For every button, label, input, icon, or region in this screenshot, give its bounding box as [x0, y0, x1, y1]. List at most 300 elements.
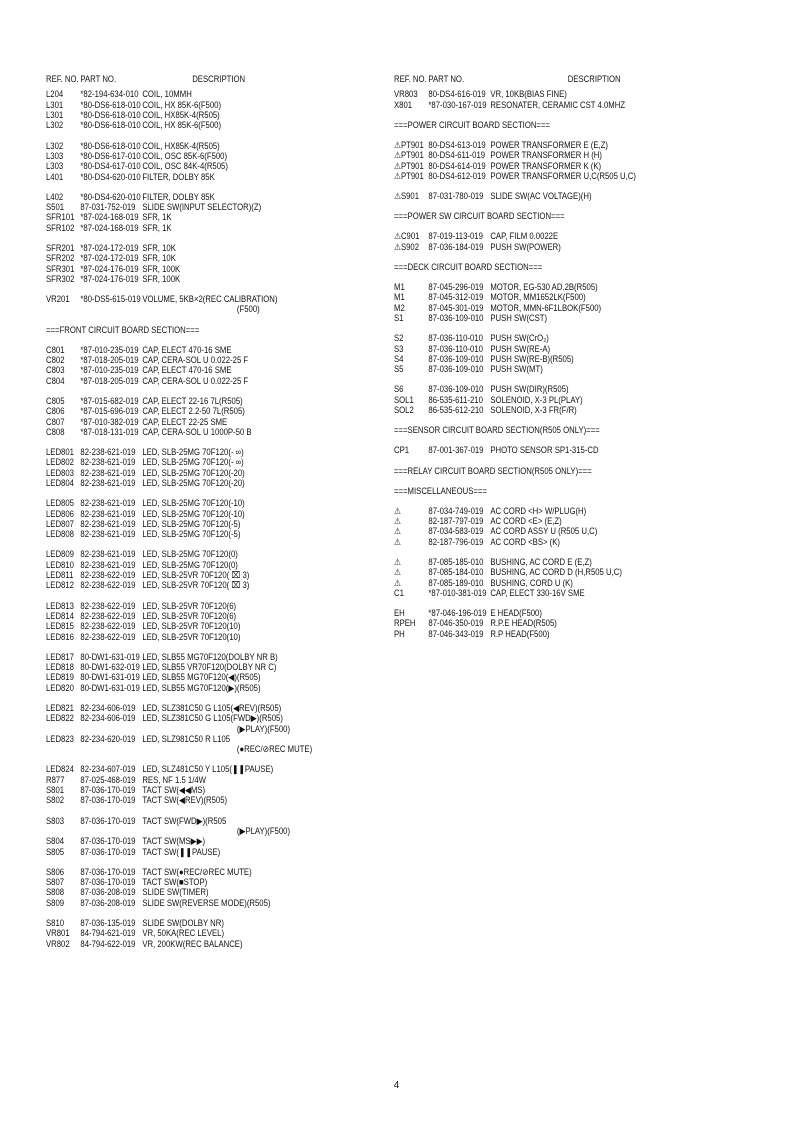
- part-no: 82-238-621-019: [80, 508, 136, 519]
- description: RES, NF 1.5 1/4W: [142, 774, 206, 785]
- ref-no: S810: [46, 917, 65, 928]
- part-no: *80-DS6-618-010: [80, 110, 141, 121]
- parts-row: [46, 304, 338, 314]
- ref-no: S809: [46, 897, 65, 908]
- parts-row: [46, 611, 338, 621]
- ref-no: ⚠: [394, 556, 401, 567]
- parts-row: [394, 405, 704, 415]
- description: SLIDE SW(TIMER): [142, 887, 209, 898]
- description: FILTER, DOLBY 85K: [142, 191, 215, 202]
- part-no: 87-034-583-019: [428, 526, 484, 537]
- ref-no: S806: [46, 866, 65, 877]
- part-no: *87-010-381-019: [428, 587, 487, 598]
- description: TACT SW(◀◀MS): [142, 785, 206, 796]
- description: SFR, 10K: [142, 242, 176, 253]
- parts-row: [46, 939, 338, 949]
- description: CAP, FILM 0.0022E: [490, 231, 559, 242]
- parts-row: [46, 549, 338, 559]
- part-no: *87-018-205-019: [80, 375, 139, 386]
- parts-row: [394, 354, 704, 364]
- description: (▶PLAY)(F500): [236, 723, 291, 734]
- part-no: 80-DS4-613-019: [428, 139, 486, 150]
- parts-list-left: [46, 89, 386, 949]
- description-header: DESCRIPTION: [192, 74, 246, 84]
- ref-no: SFR202: [46, 253, 75, 264]
- part-no: *80-DS6-618-010: [80, 120, 141, 131]
- ref-no: C803: [46, 365, 65, 376]
- parts-row: [394, 629, 704, 639]
- part-no: 87-036-208-019: [80, 887, 136, 898]
- column-header: [394, 74, 704, 84]
- part-no: 87-036-109-010: [428, 353, 484, 364]
- ref-no: LED810: [46, 559, 74, 570]
- part-no-header: PART NO.: [428, 74, 465, 84]
- parts-row: [46, 580, 338, 590]
- ref-no: S807: [46, 877, 65, 888]
- description: LED, SLB-25MG 70F120(-10): [142, 508, 245, 519]
- ref-no: S808: [46, 887, 65, 898]
- parts-row: [46, 652, 338, 662]
- description: VR, 200KW(REC BALANCE): [142, 938, 243, 949]
- ref-no: ⚠C901: [394, 231, 420, 242]
- description: CAP, CERA-SOL U 0.022-25 F: [142, 355, 249, 365]
- description: SFR, 100K: [142, 263, 181, 274]
- part-no: *87-024-172-019: [80, 242, 139, 253]
- description: CAP, CERA-SOL U 1000P-50 B: [142, 426, 252, 437]
- parts-row: [394, 618, 704, 628]
- ref-no: S6: [394, 384, 404, 395]
- part-no: 87-036-109-010: [428, 364, 484, 375]
- part-no: 87-045-301-019: [428, 302, 484, 313]
- ref-no: LED812: [46, 580, 74, 591]
- description: SOLENOID, X-3 PL(PLAY): [490, 394, 583, 405]
- ref-no: LED823: [46, 733, 74, 744]
- parts-row: [46, 867, 338, 877]
- description: LED, SLZ981C50 R L105: [142, 733, 231, 744]
- part-no: 82-187-797-019: [428, 516, 484, 527]
- description: TACT SW(●REC/⊘REC MUTE): [142, 866, 252, 877]
- ref-no: LED802: [46, 457, 74, 468]
- ref-no: ⚠: [394, 526, 401, 537]
- part-no: 82-234-620-019: [80, 733, 136, 744]
- parts-row: [46, 253, 338, 263]
- part-no: 87-036-109-010: [428, 384, 484, 395]
- part-no: 82-238-621-019: [80, 447, 136, 457]
- description: LED, SLB55 MG70F120(▶)(R505): [142, 682, 261, 693]
- description: LED, SLB-25MG 70F120(- ∞): [142, 457, 244, 468]
- description: MOTOR, EG-530 AD.2B(R505): [490, 282, 598, 293]
- parts-row: [46, 264, 338, 274]
- parts-row: [394, 161, 704, 171]
- part-no: 82-238-622-019: [80, 621, 136, 632]
- ref-no: ⚠: [394, 516, 401, 527]
- ref-no: L204: [46, 89, 64, 100]
- part-no: 86-535-612-210: [428, 405, 484, 416]
- description: SOLENOID, X-3 FR(F/R): [490, 405, 577, 416]
- section-heading: ===SENSOR CIRCUIT BOARD SECTION(R505 ONLY)===: [394, 425, 600, 436]
- description: (▶PLAY)(F500): [236, 825, 291, 836]
- part-no: 87-036-170-019: [80, 866, 136, 877]
- description: COIL, HX85K-4(R505): [142, 140, 220, 151]
- part-no: 82-238-622-019: [80, 570, 136, 581]
- part-no: *87-010-235-019: [80, 365, 139, 376]
- part-no: *80-DS6-618-010: [80, 140, 141, 151]
- description: BUSHING, AC CORD E (E,Z): [490, 556, 592, 567]
- ref-no: C805: [46, 395, 65, 406]
- parts-row: [394, 292, 704, 302]
- ref-no: LED815: [46, 621, 74, 632]
- part-no: *87-018-205-019: [80, 355, 139, 365]
- description: SFR, 1K: [142, 222, 172, 233]
- description: SFR, 1K: [142, 212, 172, 223]
- parts-row: [46, 151, 338, 161]
- parts-row: [46, 836, 338, 846]
- parts-row: [46, 601, 338, 611]
- parts-row: [46, 632, 338, 642]
- parts-row: [46, 396, 338, 406]
- ref-no: S5: [394, 364, 404, 375]
- ref-no: LED803: [46, 467, 74, 478]
- description: LED, SLB-25VR 70F120( ⌧ 3): [142, 570, 250, 581]
- ref-no: L303: [46, 150, 64, 161]
- description: BUSHING, AC CORD D (H,R505 U,C): [490, 567, 622, 578]
- description: TACT SW(FWD▶)(R505: [142, 815, 227, 826]
- parts-row: [46, 509, 338, 519]
- part-no: 87-045-312-019: [428, 292, 484, 303]
- parts-row: [394, 578, 704, 588]
- description: LED, SLB-25MG 70F120(0): [142, 559, 238, 570]
- part-no: 82-234-607-019: [80, 764, 136, 775]
- part-no: 87-036-109-010: [428, 313, 484, 324]
- part-no: 82-238-621-019: [80, 498, 136, 509]
- description: LED, SLZ381C50 G L105(FWD▶)(R505): [142, 713, 283, 724]
- ref-no: LED821: [46, 702, 74, 713]
- parts-row: [394, 537, 704, 547]
- part-no: *87-024-168-019: [80, 212, 139, 223]
- ref-no: S802: [46, 795, 65, 806]
- ref-no: C1: [394, 587, 404, 598]
- parts-row: [46, 785, 338, 795]
- part-no: 82-238-621-019: [80, 559, 136, 570]
- parts-row: [46, 570, 338, 580]
- ref-no: VR201: [46, 294, 70, 305]
- part-no: 82-238-622-019: [80, 610, 136, 621]
- description: LED, SLB-25MG 70F120(-5): [142, 518, 241, 529]
- parts-row: [394, 333, 704, 343]
- part-no: 87-036-110-010: [428, 333, 483, 344]
- description: LED, SLB55 VR70F120(DOLBY NR C): [142, 662, 277, 673]
- ref-no: LED820: [46, 682, 74, 693]
- part-no: 82-238-622-019: [80, 631, 136, 642]
- ref-no: ⚠PT901: [394, 171, 424, 181]
- ref-no: L303: [46, 161, 64, 172]
- part-no: 87-046-350-019: [428, 618, 484, 629]
- ref-no: VR802: [46, 938, 70, 949]
- parts-row: [46, 560, 338, 570]
- part-no: *80-DS6-617-010: [80, 150, 141, 161]
- ref-no: ⚠: [394, 536, 401, 547]
- part-no: 80-DW1-631-019: [80, 672, 140, 683]
- description: LED, SLB-25VR 70F120(10): [142, 631, 241, 642]
- part-no: *80-DS4-620-010: [80, 191, 141, 202]
- ref-no: ⚠PT901: [394, 139, 424, 150]
- parts-row: [46, 734, 338, 744]
- description: LED, SLB-25MG 70F120(-20): [142, 478, 245, 489]
- description: LED, SLB-25MG 70F120(- ∞): [142, 447, 244, 457]
- parts-row: [394, 231, 704, 241]
- parts-row: [46, 795, 338, 805]
- parts-row: [46, 928, 338, 938]
- description-header: DESCRIPTION: [567, 74, 621, 84]
- description: SFR, 100K: [142, 273, 181, 284]
- description: LED, SLB55 MG70F120(◀)(R505): [142, 672, 261, 683]
- ref-no: S1: [394, 313, 404, 324]
- ref-no: ⚠S901: [394, 191, 420, 202]
- ref-no: LED807: [46, 518, 74, 529]
- ref-no-header: REF. NO.: [394, 74, 427, 84]
- description: POWER TRANSFORMER E (E,Z): [490, 139, 609, 150]
- parts-row: [394, 282, 704, 292]
- parts-row: [46, 847, 338, 857]
- parts-row: [46, 898, 338, 908]
- ref-no: ⚠PT901: [394, 150, 424, 161]
- part-no: 87-085-185-010: [428, 556, 484, 567]
- description: COIL, HX 85K-6(F500): [142, 120, 222, 131]
- part-no: *80-DS5-615-019: [80, 294, 141, 305]
- part-no: *87-015-682-019: [80, 395, 139, 406]
- ref-no: SFR102: [46, 222, 75, 233]
- part-no: 82-238-621-019: [80, 467, 136, 478]
- part-no: *87-024-176-019: [80, 263, 139, 274]
- part-no: *80-DS6-618-010: [80, 99, 141, 110]
- ref-no: LED809: [46, 549, 74, 560]
- parts-row: [46, 775, 338, 785]
- part-no: *87-024-172-019: [80, 253, 139, 264]
- ref-no: L402: [46, 191, 64, 202]
- description: PHOTO SENSOR SP1-315-CD: [490, 445, 599, 456]
- part-no: 86-535-611-210: [428, 394, 483, 405]
- parts-row: [46, 141, 338, 151]
- part-no: *87-024-168-019: [80, 222, 139, 233]
- ref-no: SFR302: [46, 273, 75, 284]
- part-no: 87-019-113-019: [428, 231, 483, 242]
- parts-row: [46, 478, 338, 488]
- ref-no: LED816: [46, 631, 74, 642]
- ref-no: ⚠: [394, 577, 401, 588]
- ref-no: SOL2: [394, 405, 414, 416]
- parts-row: [46, 202, 338, 212]
- ref-no: EH: [394, 608, 405, 619]
- part-no: 82-187-796-019: [428, 536, 484, 547]
- parts-row: [46, 223, 338, 233]
- parts-row: [46, 355, 338, 365]
- ref-no: LED813: [46, 600, 74, 611]
- part-no: 87-036-135-019: [80, 917, 136, 928]
- description: POWER TRANSFORMER H (H): [490, 150, 602, 161]
- description: CAP, ELECT 470-16 SME: [142, 365, 232, 376]
- parts-row: [46, 724, 338, 734]
- parts-row: [394, 171, 704, 181]
- parts-row: [46, 100, 338, 110]
- part-no: 82-238-621-019: [80, 478, 136, 489]
- parts-row: [46, 406, 338, 416]
- description: VR, 10KB(BIAS FINE): [490, 89, 567, 100]
- parts-row: [394, 384, 704, 394]
- description: LED, SLB-25VR 70F120( ⌧ 3): [142, 580, 250, 591]
- part-no: *80-DS4-617-010: [80, 161, 141, 172]
- ref-no: S3: [394, 343, 404, 354]
- ref-no: SFR301: [46, 263, 75, 274]
- part-no: 87-036-184-019: [428, 241, 484, 252]
- ref-no: M2: [394, 302, 405, 313]
- part-no: 82-238-621-019: [80, 457, 136, 468]
- parts-row: [394, 303, 704, 313]
- description: TACT SW(❚❚PAUSE): [142, 846, 221, 857]
- ref-no: C808: [46, 426, 65, 437]
- parts-row: [46, 345, 338, 355]
- description: LED, SLB-25MG 70F120(-5): [142, 529, 241, 540]
- description: LED, SLZ381C50 G L105(◀REV)(R505): [142, 702, 282, 713]
- description: SLIDE SW(AC VOLTAGE)(H): [490, 191, 592, 202]
- ref-no: LED811: [46, 570, 74, 581]
- part-no: 87-036-170-019: [80, 785, 136, 796]
- parts-row: [46, 365, 338, 375]
- parts-row: [394, 608, 704, 618]
- ref-no: S801: [46, 785, 65, 796]
- part-no: 82-234-606-019: [80, 713, 136, 724]
- description: POWER TRANSFORMER U,C(R505 U,C): [490, 171, 636, 181]
- description: AC CORD <E> (E,Z): [490, 516, 562, 527]
- section-heading: ===RELAY CIRCUIT BOARD SECTION(R505 ONLY)===: [394, 465, 592, 476]
- ref-no: S2: [394, 333, 404, 344]
- description: LED, SLB-25MG 70F120(0): [142, 549, 238, 560]
- section-heading: ===POWER CIRCUIT BOARD SECTION===: [394, 119, 550, 130]
- ref-no: L301: [46, 110, 64, 121]
- description: SLIDE SW(REVERSE MODE)(R505): [142, 897, 271, 908]
- page-number: 4: [393, 1080, 400, 1091]
- part-no-header: PART NO.: [80, 74, 117, 84]
- parts-row: [46, 744, 338, 754]
- ref-no: LED819: [46, 672, 74, 683]
- ref-no: L302: [46, 120, 64, 131]
- parts-row: [394, 445, 704, 455]
- parts-row: [46, 212, 338, 222]
- part-no: 87-036-170-019: [80, 815, 136, 826]
- ref-no: LED814: [46, 610, 74, 621]
- description: SLIDE SW(INPUT SELECTOR)(Z): [142, 202, 262, 213]
- ref-no: M1: [394, 292, 405, 303]
- parts-row: [46, 172, 338, 182]
- parts-row: [46, 826, 338, 836]
- parts-list-right: [394, 89, 754, 639]
- parts-row: [46, 877, 338, 887]
- part-no: 87-046-343-019: [428, 628, 484, 639]
- part-no: 80-DS4-614-019: [428, 160, 486, 171]
- part-no: 80-DW1-631-019: [80, 651, 140, 662]
- part-no: 87-031-780-019: [428, 191, 484, 202]
- ref-no: LED824: [46, 764, 74, 775]
- part-no: 87-034-749-019: [428, 505, 484, 516]
- part-no: 82-238-621-019: [80, 549, 136, 560]
- part-no: *87-046-196-019: [428, 608, 487, 619]
- part-no: 84-794-622-019: [80, 938, 136, 949]
- description: COIL, OSC 85K-6(F500): [142, 150, 228, 161]
- ref-no: ⚠: [394, 567, 401, 578]
- ref-no: C801: [46, 344, 65, 355]
- ref-no: LED801: [46, 447, 74, 457]
- description: LED, SLB-25VR 70F120(10): [142, 621, 241, 632]
- parts-row: [46, 457, 338, 467]
- part-no: *87-010-235-019: [80, 344, 139, 355]
- description: PUSH SW(CrO₂): [490, 333, 549, 344]
- description: LED, SLB55 MG70F120(DOLBY NR B): [142, 651, 278, 662]
- ref-no: SFR201: [46, 242, 75, 253]
- ref-no: ⚠S902: [394, 241, 420, 252]
- description: MOTOR, MMN-6F1LBOK(F500): [490, 302, 602, 313]
- description: PUSH SW(MT): [490, 364, 543, 375]
- part-no: *87-030-167-019: [428, 99, 487, 110]
- parts-row: [46, 376, 338, 386]
- ref-no: M1: [394, 282, 405, 293]
- description: COIL, HX85K-4(R505): [142, 110, 220, 121]
- parts-row: [46, 529, 338, 539]
- parts-row: [46, 662, 338, 672]
- part-no: 87-036-110-010: [428, 343, 483, 354]
- part-no: 80-DS4-611-019: [428, 150, 486, 161]
- part-no: 87-025-468-019: [80, 774, 136, 785]
- description: PUSH SW(DIR)(R505): [490, 384, 569, 395]
- ref-no: C802: [46, 355, 65, 365]
- parts-row: [46, 816, 338, 826]
- description: TACT SW(■STOP): [142, 877, 208, 888]
- part-no: 87-001-367-019: [428, 445, 484, 456]
- description: TACT SW(◀REV)(R505): [142, 795, 228, 806]
- parts-row: [46, 672, 338, 682]
- ref-no: CP1: [394, 445, 410, 456]
- description: COIL, HX 85K-6(F500): [142, 99, 222, 110]
- part-no: 87-031-752-019: [80, 202, 136, 213]
- ref-no: L401: [46, 171, 64, 182]
- description: FILTER, DOLBY 85K: [142, 171, 215, 182]
- part-no: 82-238-622-019: [80, 580, 136, 591]
- part-no: 87-036-170-019: [80, 877, 136, 888]
- part-no: 80-DS4-616-019: [428, 89, 486, 100]
- parts-row: [394, 344, 704, 354]
- ref-no: LED822: [46, 713, 74, 724]
- parts-row: [394, 89, 704, 99]
- parts-row: [46, 427, 338, 437]
- description: VR, 50KA(REC LEVEL): [142, 928, 225, 939]
- parts-row: [46, 161, 338, 171]
- part-no: 82-238-622-019: [80, 600, 136, 611]
- parts-row: [394, 313, 704, 323]
- part-no: 82-238-621-019: [80, 518, 136, 529]
- parts-row: [394, 100, 704, 110]
- ref-no: LED806: [46, 508, 74, 519]
- section-heading: ===POWER SW CIRCUIT BOARD SECTION===: [394, 211, 565, 222]
- part-no: 84-794-621-019: [80, 928, 136, 939]
- description: COIL, OSC 84K-4(R505): [142, 161, 228, 172]
- parts-row: [394, 567, 704, 577]
- part-no: 87-036-170-019: [80, 795, 136, 806]
- parts-row: [46, 764, 338, 774]
- ref-no: SFR101: [46, 212, 75, 223]
- parts-row: [46, 243, 338, 253]
- description: AC CORD <H> W/PLUG(H): [490, 505, 587, 516]
- parts-row: [46, 519, 338, 529]
- description: LED, SLB-25VR 70F120(6): [142, 610, 237, 621]
- description: SLIDE SW(DOLBY NR): [142, 917, 224, 928]
